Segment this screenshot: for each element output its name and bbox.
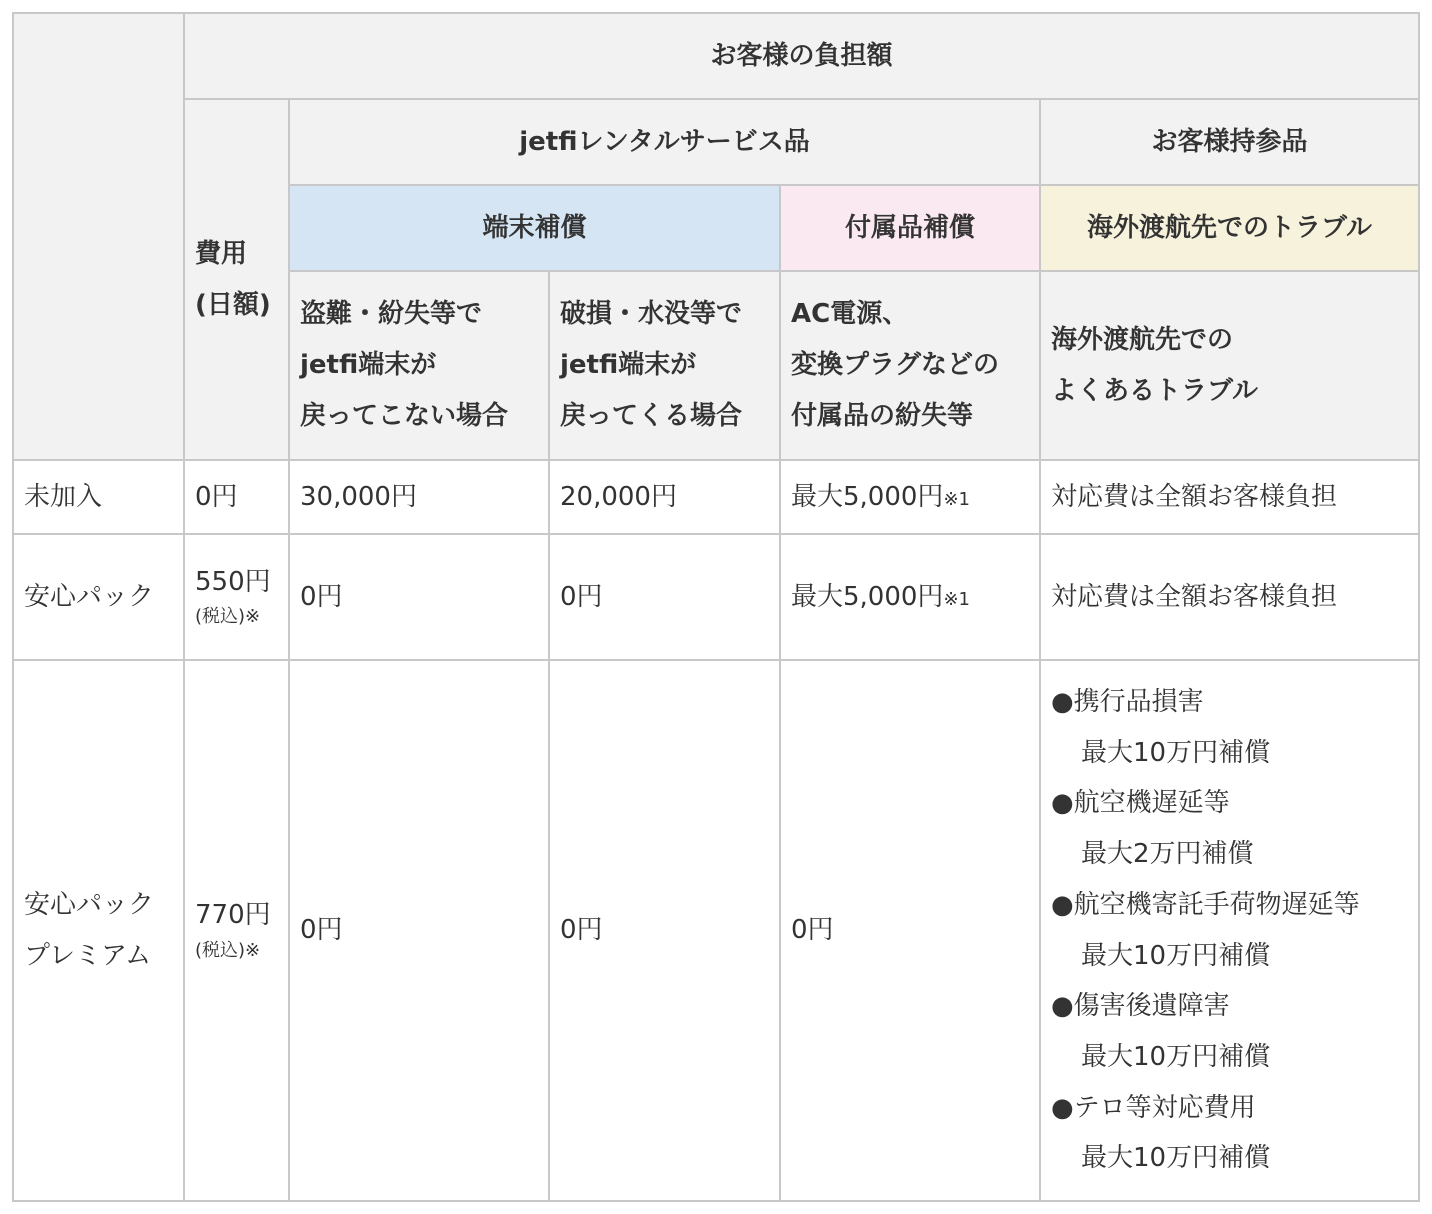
- fee-value: 770円: [195, 900, 271, 931]
- fee-tax-note: (税込)※: [195, 606, 261, 628]
- accessory-value: 最大5,000円: [791, 481, 944, 512]
- overseas-trouble-header: 海外渡航先でのトラブル: [1040, 185, 1419, 271]
- lost-cell: 0円: [289, 660, 549, 1201]
- fee-header-line1: 費用: [195, 238, 248, 269]
- accessory-comp-header: 付属品補償: [780, 185, 1040, 271]
- case-trouble-header: [1040, 271, 1419, 460]
- fee-cell: [184, 534, 289, 660]
- case-accessory-header: [780, 271, 1040, 460]
- fee-tax-note: (税込)※: [195, 939, 261, 961]
- case-trouble-line1: 海外渡航先での: [1051, 324, 1234, 355]
- case-lost-line2: jetfi端末が: [300, 350, 437, 381]
- case-trouble-line2: よくあるトラブル: [1051, 375, 1258, 406]
- lost-cell: 0円: [289, 534, 549, 660]
- coverage-item-detail: 最大2万円補償: [1081, 839, 1254, 870]
- broken-cell: 0円: [549, 660, 780, 1201]
- case-broken-line1: 破損・水没等で: [560, 299, 743, 330]
- accessory-note: ※1: [943, 488, 970, 510]
- coverage-item-title: ●携行品損害: [1051, 687, 1204, 718]
- accessory-note: ※1: [943, 588, 970, 610]
- accessory-value: 最大5,000円: [791, 581, 944, 612]
- broken-cell: 0円: [549, 534, 780, 660]
- case-broken-header: [549, 271, 780, 460]
- table-row: [13, 660, 1419, 1201]
- table-row: [13, 460, 1419, 534]
- corner-cell: [13, 13, 184, 460]
- trouble-cell: 対応費は全額お客様負担: [1040, 534, 1419, 660]
- case-broken-line3: 戻ってくる場合: [560, 400, 743, 431]
- fee-header-line2: (日額): [195, 289, 271, 320]
- customer-items-header: お客様持参品: [1040, 99, 1419, 185]
- accessory-cell: [780, 660, 1040, 1201]
- plan-comparison-table: [12, 12, 1420, 1202]
- fee-header: [184, 99, 289, 460]
- coverage-item-detail: 最大10万円補償: [1081, 1041, 1271, 1072]
- plan-name-line: プレミアム: [24, 940, 152, 971]
- fee-value: 550円: [195, 566, 271, 597]
- coverage-item-title: ●テロ等対応費用: [1051, 1092, 1256, 1123]
- case-accessory-line2: 変換プラグなどの: [791, 350, 1000, 381]
- coverage-item-title: ●航空機寄託手荷物遅延等: [1051, 889, 1360, 920]
- accessory-value: 0円: [791, 915, 834, 946]
- customer-burden-header: お客様の負担額: [184, 13, 1419, 99]
- coverage-item-title: ●傷害後遺障害: [1051, 991, 1230, 1022]
- case-broken-line2: jetfi端末が: [560, 350, 697, 381]
- fee-cell: [184, 660, 289, 1201]
- lost-cell: 30,000円: [289, 460, 549, 534]
- coverage-item-detail: 最大10万円補償: [1081, 940, 1271, 971]
- case-lost-line1: 盗難・紛失等で: [300, 299, 483, 330]
- trouble-cell: 対応費は全額お客様負担: [1040, 460, 1419, 534]
- fee-cell: 0円: [184, 460, 289, 534]
- plan-name-none: [13, 460, 184, 534]
- plan-name-line: 安心パック: [24, 889, 155, 920]
- plan-name-line: 未加入: [24, 481, 103, 512]
- accessory-cell: [780, 534, 1040, 660]
- plan-name-line: 安心パック: [24, 581, 155, 612]
- coverage-item-title: ●航空機遅延等: [1051, 788, 1230, 819]
- plan-name-premium: [13, 660, 184, 1201]
- case-accessory-line1: AC電源、: [791, 299, 909, 330]
- accessory-cell: [780, 460, 1040, 534]
- coverage-item-detail: 最大10万円補償: [1081, 737, 1271, 768]
- case-lost-header: [289, 271, 549, 460]
- table-row: [13, 534, 1419, 660]
- rental-service-header: jetfiレンタルサービス品: [289, 99, 1040, 185]
- broken-cell: 20,000円: [549, 460, 780, 534]
- coverage-item-detail: 最大10万円補償: [1081, 1143, 1271, 1174]
- case-lost-line3: 戻ってこない場合: [300, 400, 509, 431]
- case-accessory-line3: 付属品の紛失等: [791, 400, 974, 431]
- device-comp-header: 端末補償: [289, 185, 780, 271]
- plan-name-basic: [13, 534, 184, 660]
- trouble-cell: [1040, 660, 1419, 1201]
